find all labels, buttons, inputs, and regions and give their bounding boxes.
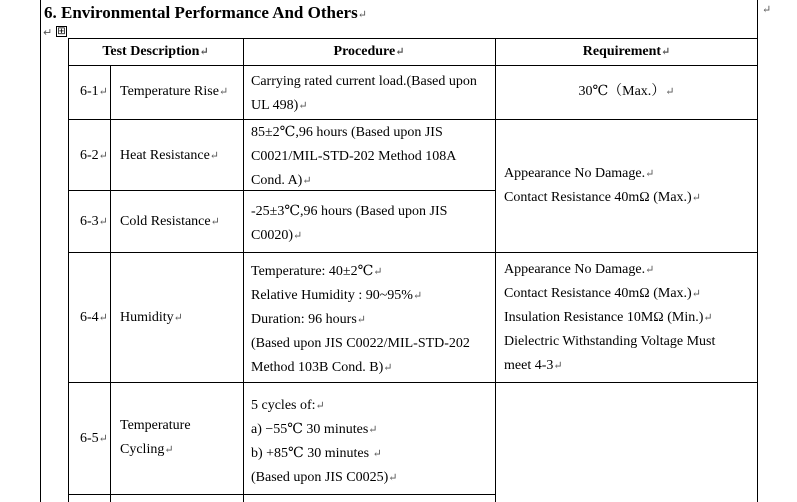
- header-requirement: Requirement↵: [582, 44, 671, 59]
- test-number: 6-5↵: [80, 431, 108, 446]
- test-name: Humidity↵: [120, 310, 183, 325]
- paragraph-mark: ↵: [762, 4, 772, 16]
- test-number: 6-2↵: [80, 148, 108, 163]
- procedure-text: Carrying rated current load.(Based upon UL 498)↵: [251, 74, 477, 113]
- page-margin-right: [757, 0, 758, 502]
- test-name: Temperature Rise↵: [120, 84, 229, 99]
- section-heading: 6. Environmental Performance And Others↵: [44, 3, 367, 22]
- paragraph-mark: ↵: [43, 26, 53, 39]
- test-name: Cold Resistance↵: [120, 214, 220, 229]
- page-margin-left: [40, 0, 41, 502]
- requirement-text: 30℃（Max.）↵: [578, 84, 675, 99]
- header-procedure: Procedure↵: [333, 44, 405, 59]
- test-name: Heat Resistance↵: [120, 148, 220, 163]
- test-number: 6-1↵: [80, 84, 108, 99]
- section-heading-text: 6. Environmental Performance And Others: [44, 3, 358, 22]
- test-number: 6-4↵: [80, 310, 108, 325]
- procedure-text: 85±2℃,96 hours (Based upon JIS C0021/MIL-STD-202 Method 108A Cond. A)↵: [251, 125, 457, 188]
- test-number: 6-3↵: [80, 214, 108, 229]
- test-name: Temperature Cycling↵: [120, 418, 191, 457]
- procedure-text: -25±3℃,96 hours (Based upon JIS C0020)↵: [251, 204, 448, 243]
- procedure-text: 5 cycles of:↵ a) −55℃ 30 minutes↵ b) +85℃ 30 minutes ↵ (Based upon JIS C0025)↵: [251, 398, 398, 485]
- requirement-text: Appearance No Damage.↵ Contact Resistance 40mΩ (Max.)↵ Insulation Resistance 10MΩ (Min.)↵ Dielectric Withstanding Voltage Must meet 4-3↵: [504, 262, 716, 373]
- requirement-text: Appearance No Damage.↵ Contact Resistance 40mΩ (Max.)↵: [504, 166, 701, 205]
- header-test-description: Test Description↵: [102, 44, 209, 59]
- procedure-text: Temperature: 40±2℃↵ Relative Humidity : 90~95%↵ Duration: 96 hours↵ (Based upon JIS C0022/MIL-STD-202 Method 103B Cond. B)↵: [251, 264, 470, 375]
- table-move-handle-icon[interactable]: ⊞: [57, 26, 66, 37]
